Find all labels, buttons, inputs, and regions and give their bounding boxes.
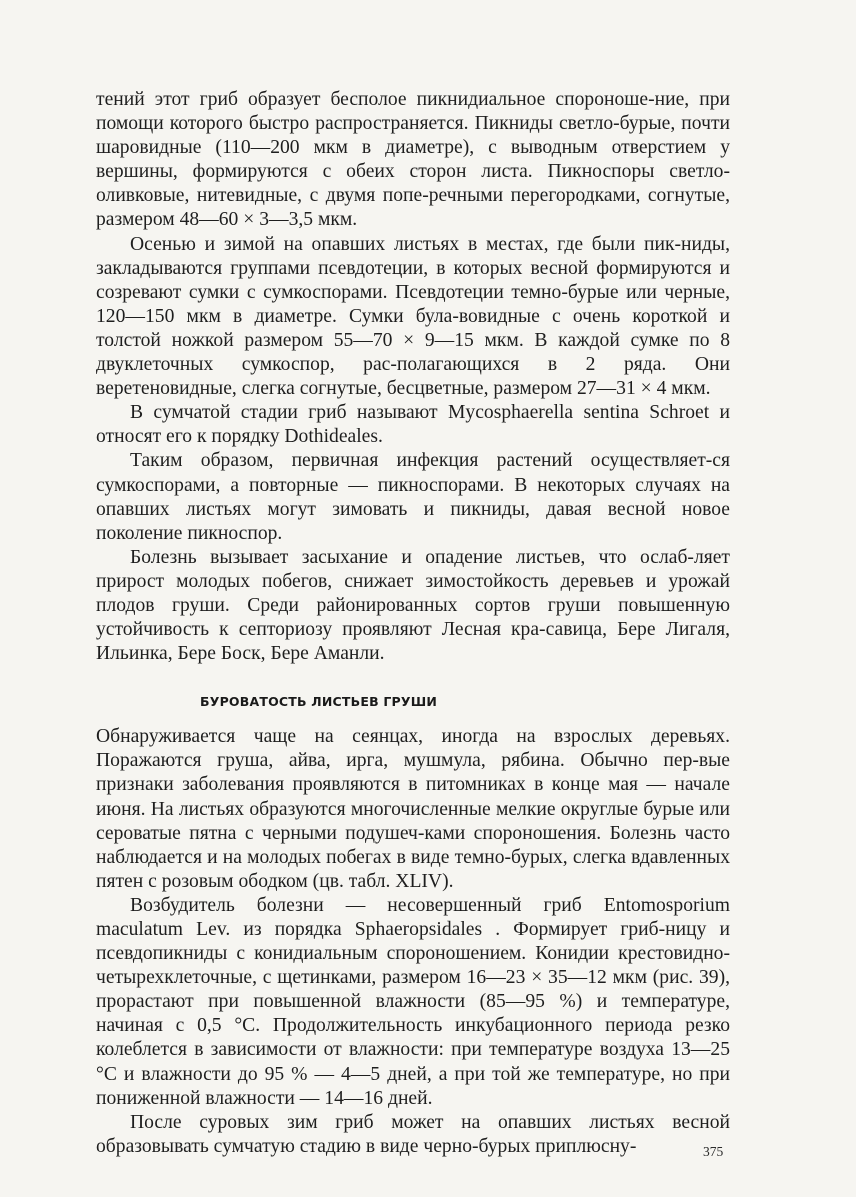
paragraph: тений этот гриб образует бесполое пикнидиальное спороноше-ние, при помощи которого быстро распространяется. Пикниды светло-бурые, почти шаровидные (110—200 мкм в диаметре), с выводным отверстием у вершины, формируются с обеих сторон листа. Пикноспоры светло-оливковые, нитевидные, с двумя попе-речными перегородками, согнутые, размером 48—60 × 3—3,5 мкм. <box>96 89 730 231</box>
paragraph: Обнаруживается чаще на сеянцах, иногда на взрослых деревьях. Поражаются груша, айва, ирга, мушмула, рябина. Обычно пер-вые признаки заболевания проявляются в питомниках в конце мая — начале июня. На листьях образуются многочисленные мелкие округлые бурые или сероватые пятна с черными подушеч-ками спороношения. Болезнь часто наблюдается и на молодых побегах в виде темно-бурых, слегка вдавленных пятен с розовым ободком (цв. табл. XLIV). <box>96 726 730 892</box>
bottom-text-block <box>96 725 730 1159</box>
paragraph: В сумчатой стадии гриб называют Mycosphaerella sentina Schroet и относят его к порядку Dothideales. <box>96 402 730 448</box>
paragraph: Таким образом, первичная инфекция растений осуществляет-ся сумкоспорами, а повторные — пикноспорами. В некоторых случаях на опавших листьях могут зимовать и пикниды, давая весной новое поколение пикноспор. <box>96 450 730 544</box>
paragraph: После суровых зим гриб может на опавших листьях весной образовывать сумчатую стадию в виде черно-бурых приплюсну- <box>96 1111 730 1157</box>
paragraph: Возбудитель болезни — несовершенный гриб Entomosporium maculatum Lev. из порядка Sphaeropsidales . Формирует гриб-ницу и псевдопикниды с конидиальным спороношением. Конидии крестовидно-четырехклеточные, с щетинками, размером 16—23 × 35—12 мкм (рис. 39), прорастают при повышенной влажности (85—95 %) и температуре, начиная с 0,5 °С. Продолжительность инкубационного периода резко колеблется в зависимости от влажности: при температуре воздуха 13—25 °С и влажности до 95 % — 4—5 дней, а при той же температуре, но при пониженной влажности — 14—16 дней. <box>96 894 730 1109</box>
page-content <box>96 88 730 1159</box>
paragraph: Осенью и зимой на опавших листьях в местах, где были пик-ниды, закладываются группами псевдотеции, в которых весной формируются и созревают сумки с сумкоспорами. Псевдотеции темно-бурые или черные, 120—150 мкм в диаметре. Сумки була-вовидные с очень короткой и толстой ножкой размером 55—70 × 9—15 мкм. В каждой сумке по 8 двуклеточных сумкоспор, рас-полагающихся в 2 ряда. Они веретеновидные, слегка согнутые, бесцветные, размером 27—31 × 4 мкм. <box>96 233 730 400</box>
section-heading: БУРОВАТОСТЬ ЛИСТЬЕВ ГРУШИ <box>200 694 438 710</box>
top-text-block <box>96 88 730 666</box>
page-number: 375 <box>703 1144 724 1159</box>
paragraph: Болезнь вызывает засыхание и опадение листьев, что ослаб-ляет прирост молодых побегов, снижает зимостойкость деревьев и урожай плодов груши. Среди районированных сортов груши повышенную устойчивость к септориозу проявляют Лесная кра-савица, Бере Лигаля, Ильинка, Бере Боск, Бере Аманли. <box>96 546 730 665</box>
